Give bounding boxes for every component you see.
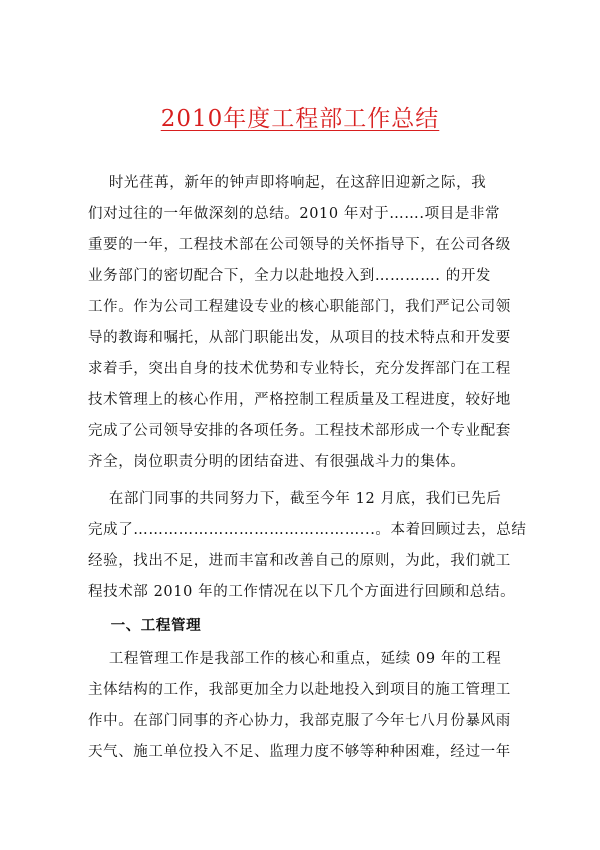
paragraph-line: 们对过往的一年做深刻的总结。2010 年对于…….项目是非常 — [88, 206, 501, 222]
paragraph-line: 齐全，岗位职责分明的团结奋进、有很强战斗力的集体。 — [88, 454, 466, 470]
paragraph-line: 导的教诲和嘱托，从部门职能出发，从项目的技术特点和开发要 — [88, 330, 511, 346]
paragraph-line: 程技术部 2010 年的工作情况在以下几个方面进行回顾和总结。 — [88, 584, 516, 600]
paragraph-line: 技术管理上的核心作用，严格控制工程质量及工程进度，较好地 — [88, 392, 511, 408]
paragraph-line: 工程管理工作是我部工作的核心和重点，延续 09 年的工程 — [88, 651, 502, 667]
paragraph-line: 求着手，突出自身的技术优势和专业特长，充分发挥部门在工程 — [88, 361, 511, 377]
paragraph-line: 时光荏苒，新年的钟声即将响起，在这辞旧迎新之际，我 — [88, 175, 487, 191]
paragraph-engineering — [88, 644, 518, 768]
section-heading — [88, 610, 518, 641]
paragraph-line: 重要的一年，工程技术部在公司领导的关怀指导下，在公司各级 — [88, 237, 511, 253]
paragraph-line: 业务部门的密切配合下，全力以赴地投入到…………. 的开发 — [88, 268, 492, 284]
document-title — [0, 104, 600, 134]
paragraph-line: 工作。作为公司工程建设专业的核心职能部门，我们严记公司领 — [88, 299, 511, 315]
paragraph-line: 主体结构的工作，我部更加全力以赴地投入到项目的施工管理工 — [88, 682, 511, 698]
paragraph-line: 天气、施工单位投入不足、监理力度不够等种种困难，经过一年 — [88, 744, 511, 760]
document-title-text: 2010年度工程部工作总结 — [160, 106, 440, 132]
paragraph-line: 在部门同事的共同努力下，截至今年 12 月底，我们已先后 — [88, 491, 502, 507]
paragraph-intro — [88, 168, 518, 478]
paragraph-line: 经验，找出不足，进而丰富和改善自己的原则，为此，我们就工 — [88, 553, 511, 569]
paragraph-line: 作中。在部门同事的齐心协力，我部克服了今年七八月份暴风雨 — [88, 713, 511, 729]
paragraph-line: 完成了公司领导安排的各项任务。工程技术部形成一个专业配套 — [88, 423, 511, 439]
paragraph-line: 完成了………………………………………...。本着回顾过去，总结 — [88, 522, 527, 538]
paragraph-progress — [88, 484, 527, 608]
section-heading-text: 一、工程管理 — [88, 617, 202, 634]
